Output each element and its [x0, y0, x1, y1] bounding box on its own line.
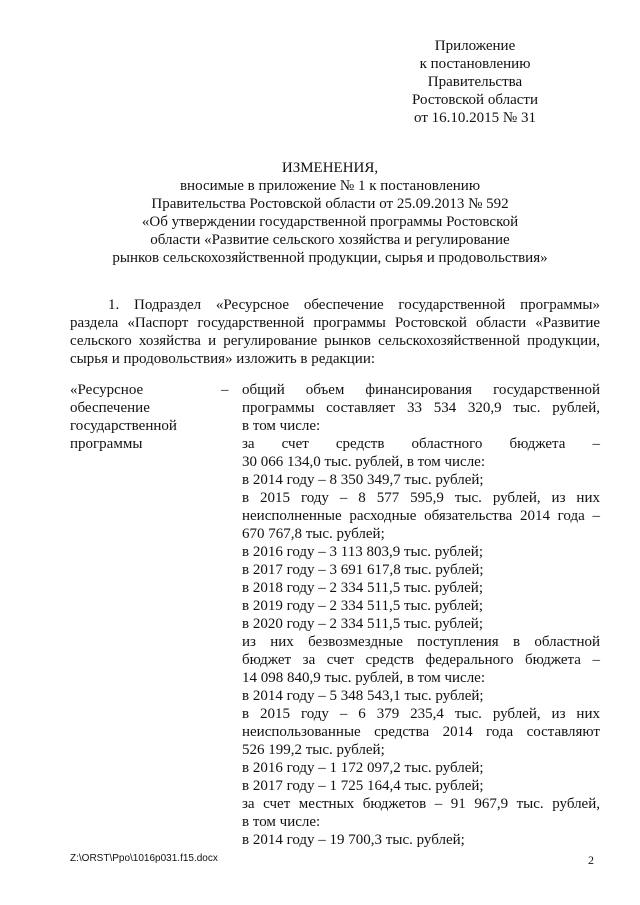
title-line: области «Развитие сельского хозяйства и регулирование: [150, 232, 510, 248]
paragraph-line: сельского хозяйства и регулирование рынков сельскохозяйственной продукции,: [70, 333, 600, 349]
value-line: в 2020 году – 2 334 511,5 тыс. рублей;: [242, 616, 483, 632]
value-line: 14 098 840,9 тыс. рублей, в том числе:: [242, 670, 486, 686]
value-line: в 2016 году – 1 172 097,2 тыс. рублей;: [242, 760, 484, 776]
value-line: в 2019 году – 2 334 511,5 тыс. рублей;: [242, 598, 483, 614]
paragraph-line: 1. Подраздел «Ресурсное обеспечение государственной программы»: [108, 297, 600, 313]
title-line: «Об утверждении государственной программы Ростовской: [141, 214, 519, 230]
intro-paragraph: [70, 296, 600, 368]
value-line: за счет средств областного бюджета –: [242, 436, 600, 452]
value-line: в 2014 году – 5 348 543,1 тыс. рублей;: [242, 688, 484, 704]
value-line: 670 767,8 тыс. рублей;: [242, 526, 385, 542]
value-line: в 2015 году – 8 577 595,9 тыс. рублей, из них: [242, 490, 600, 506]
paragraph-line: раздела «Паспорт государственной программы Ростовской области «Развитие: [70, 315, 600, 331]
passport-label: [70, 381, 220, 453]
value-line: в 2018 году – 2 334 511,5 тыс. рублей;: [242, 580, 483, 596]
title-heading: ИЗМЕНЕНИЯ,: [281, 160, 379, 176]
appendix-line: к постановлению: [419, 56, 531, 72]
value-line: в 2017 году – 3 691 617,8 тыс. рублей;: [242, 562, 484, 578]
value-line: бюджет за счет средств федерального бюджета –: [242, 652, 600, 668]
label-line: программы: [70, 436, 143, 452]
label-line: «Ресурсное: [70, 382, 144, 398]
appendix-line: от 16.10.2015 № 31: [414, 110, 536, 126]
value-line: в том числе:: [242, 814, 321, 830]
title-line: рынков сельскохозяйственной продукции, сырья и продовольствия»: [112, 250, 548, 266]
title-line: вносимые в приложение № 1 к постановлению: [179, 178, 481, 194]
appendix-line: Правительства: [427, 74, 523, 90]
appendix-line: Ростовской области: [412, 92, 538, 108]
document-title: [60, 159, 600, 267]
value-line: 526 199,2 тыс. рублей;: [242, 742, 385, 758]
label-line: обеспечение: [70, 400, 150, 416]
title-line: Правительства Ростовской области от 25.09.2013 № 592: [151, 196, 509, 212]
value-line: в том числе:: [242, 418, 321, 434]
value-line: в 2017 году – 1 725 164,4 тыс. рублей;: [242, 778, 484, 794]
appendix-line: Приложение: [434, 38, 516, 54]
value-line: неисполненные расходные обязательства 2014 года –: [242, 508, 600, 524]
value-line: в 2014 году – 19 700,3 тыс. рублей;: [242, 832, 465, 848]
paragraph-line: сырья и продовольствия» изложить в редакции:: [70, 351, 376, 367]
value-line: в 2014 году – 8 350 349,7 тыс. рублей;: [242, 472, 484, 488]
value-line: неиспользованные средства 2014 года составляют: [242, 724, 600, 740]
label-separator: –: [221, 382, 229, 398]
value-line: 30 066 134,0 тыс. рублей, в том числе:: [242, 454, 486, 470]
passport-value: [242, 381, 600, 849]
label-line: государственной: [70, 418, 177, 434]
value-line: в 2016 году – 3 113 803,9 тыс. рублей;: [242, 544, 483, 560]
value-line: программы составляет 33 534 320,9 тыс. рублей,: [242, 400, 600, 416]
footer-file-path: Z:\ORST\Ppo\1016p031.f15.docx: [70, 853, 218, 864]
appendix-header: [380, 37, 570, 127]
value-line: общий объем финансирования государственной: [242, 382, 600, 398]
value-line: из них безвозмездные поступления в областной: [242, 634, 600, 650]
page-number: 2: [588, 853, 594, 867]
value-line: за счет местных бюджетов – 91 967,9 тыс. рублей,: [242, 796, 600, 812]
value-line: в 2015 году – 6 379 235,4 тыс. рублей, из них: [242, 706, 600, 722]
